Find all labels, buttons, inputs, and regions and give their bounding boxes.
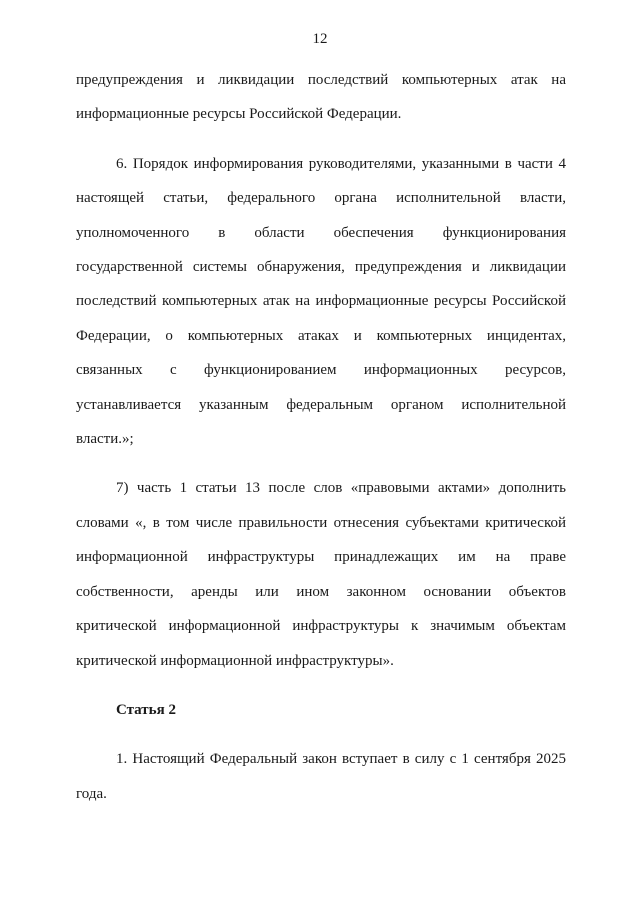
paragraph-item-7: 7) часть 1 статьи 13 после слов «правовыми актами» дополнить словами «, в том числе правильности отнесения субъектами критической информационной инфраструктуры принадлежащих им на праве собственности, аренды или ином законном основании объектов критической информационной инфраструктуры к значимым объектам критической информационной инфраструктуры».	[76, 480, 566, 669]
document-body	[76, 63, 566, 811]
paragraph-continuation: предупреждения и ликвидации последствий компьютерных атак на информационные ресурсы Российской Федерации.	[76, 72, 566, 123]
paragraph-article-2-item-1: 1. Настоящий Федеральный закон вступает в силу с 1 сентября 2025 года.	[76, 751, 566, 802]
page-number: 12	[312, 31, 328, 47]
article-heading: Статья 2	[116, 701, 176, 718]
paragraph-item-6: 6. Порядок информирования руководителями, указанными в части 4 настоящей статьи, федерального органа исполнительной власти, уполномоченного в области обеспечения функционирования государственной системы обнаружения, предупреждения и ликвидации последствий компьютерных атак на информационные ресурсы Российской Федерации, о компьютерных атаках и компьютерных инцидентах, связанных с функционированием информационных ресурсов, устанавливается указанным федеральным органом исполнительной власти.»;	[76, 155, 566, 448]
